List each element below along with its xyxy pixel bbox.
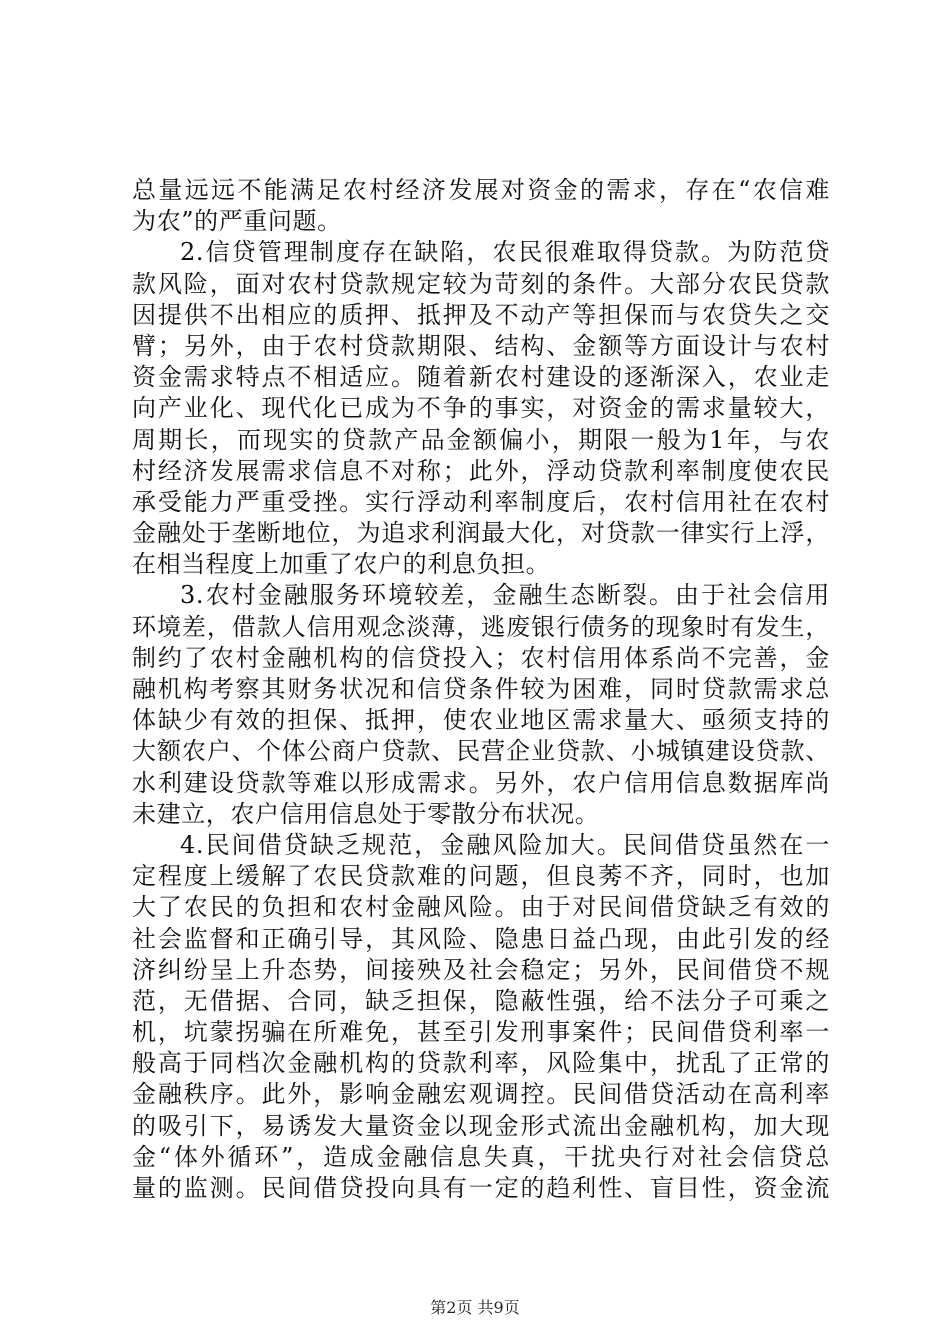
text-line: 机，坑蒙拐骗在所难免，甚至引发刑事案件；民间借贷利率一	[132, 1018, 830, 1047]
text-line: 金融处于垄断地位，为追求利润最大化，对贷款一律实行上浮，	[132, 519, 830, 548]
text-line: 济纠纷呈上升态势，间接殃及社会稳定；另外，民间借贷不规	[132, 955, 830, 984]
text-line: 村经济发展需求信息不对称；此外，浮动贷款利率制度使农民	[132, 456, 830, 485]
text-line: 为农”的严重问题。	[132, 207, 342, 236]
text-line: 定程度上缓解了农民贷款难的问题，但良莠不齐，同时，也加	[132, 862, 830, 891]
text-line: 水利建设贷款等难以形成需求。另外，农户信用信息数据库尚	[132, 768, 830, 797]
text-line: 制约了农村金融机构的信贷投入；农村信用体系尚不完善，金	[132, 643, 830, 672]
text-line: 臂；另外，由于农村贷款期限、结构、金额等方面设计与农村	[132, 331, 830, 360]
text-line: 金“体外循环”，造成金融信息失真，干扰央行对社会信贷总	[132, 1142, 830, 1171]
text-line: 3.农村金融服务环境较差，金融生态断裂。由于社会信用	[180, 581, 830, 610]
text-line: 的吸引下，易诱发大量资金以现金形式流出金融机构，加大现	[132, 1111, 830, 1140]
text-line: 未建立，农户信用信息处于零散分布状况。	[132, 799, 600, 828]
text-line: 承受能力严重受挫。实行浮动利率制度后，农村信用社在农村	[132, 487, 830, 516]
paragraph	[132, 237, 830, 580]
text-line: 款风险，面对农村贷款规定较为苛刻的条件。大部分农民贷款	[132, 269, 830, 298]
text-line: 资金需求特点不相适应。随着新农村建设的逐渐深入，农业走	[132, 363, 830, 392]
text-line: 4.民间借贷缺乏规范，金融风险加大。民间借贷虽然在一	[180, 830, 830, 859]
text-line: 在相当程度上加重了农户的利息负担。	[132, 550, 551, 579]
text-line: 环境差，借款人信用观念淡薄，逃废银行债务的现象时有发生，	[132, 612, 830, 641]
text-line: 大了农民的负担和农村金融风险。由于对民间借贷缺乏有效的	[132, 893, 830, 922]
text-line: 量的监测。民间借贷投向具有一定的趋利性、盲目性，资金流	[132, 1174, 830, 1202]
page-number-footer: 第2页 共9页	[430, 1298, 520, 1317]
text-line: 向产业化、现代化已成为不争的事实，对资金的需求量较大，	[132, 394, 830, 423]
text-line: 周期长，而现实的贷款产品金额偏小，期限一般为1年，与农	[132, 425, 830, 454]
text-line: 总量远远不能满足农村经济发展对资金的需求，存在“农信难	[132, 176, 830, 204]
text-line: 大额农户、个体公商户贷款、民营企业贷款、小城镇建设贷款、	[132, 737, 830, 766]
paragraph	[132, 830, 830, 1204]
text-line: 因提供不出相应的质押、抵押及不动产等担保而与农贷失之交	[132, 300, 830, 329]
text-line: 范，无借据、合同，缺乏担保，隐蔽性强，给不法分子可乘之	[132, 986, 830, 1015]
text-line: 金融秩序。此外，影响金融宏观调控。民间借贷活动在高利率	[132, 1080, 830, 1109]
text-line: 社会监督和正确引导，其风险、隐患日益凸现，由此引发的经	[132, 924, 830, 953]
paragraph	[132, 175, 830, 237]
paragraph	[132, 580, 830, 830]
text-line: 2.信贷管理制度存在缺陷，农民很难取得贷款。为防范贷	[180, 238, 830, 267]
text-line: 般高于同档次金融机构的贷款利率，风险集中，扰乱了正常的	[132, 1049, 830, 1078]
text-line: 融机构考察其财务状况和信贷条件较为困难，同时贷款需求总	[132, 675, 830, 703]
document-body	[132, 175, 830, 1204]
text-line: 体缺少有效的担保、抵押，使农业地区需求量大、亟须支持的	[132, 706, 830, 735]
